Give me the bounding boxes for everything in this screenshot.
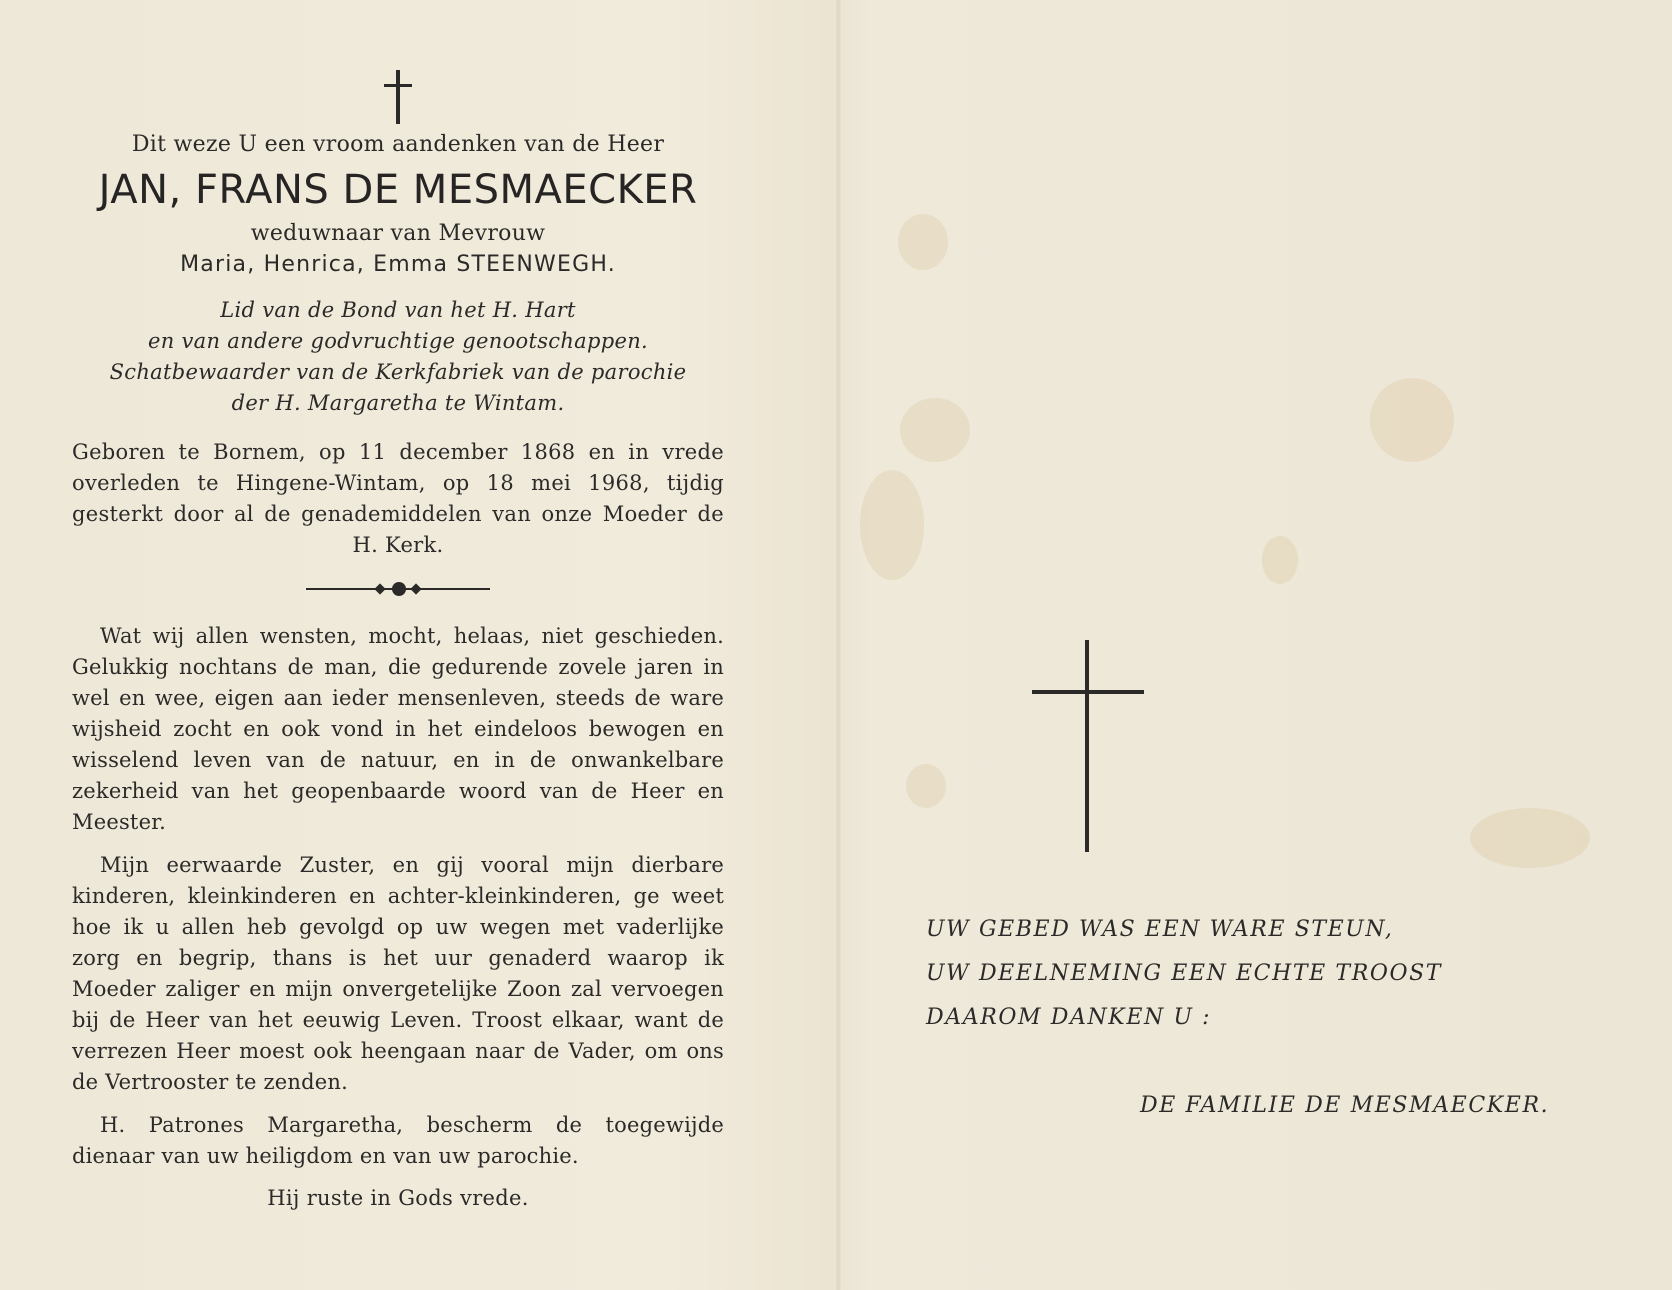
thanks-line: UW DEELNEMING EEN ECHTE TROOST bbox=[926, 961, 1443, 986]
thanks-line: DAAROM DANKEN U : bbox=[926, 1005, 1212, 1030]
paper-stain bbox=[860, 470, 924, 580]
ornament-divider bbox=[306, 579, 490, 599]
paper-stain bbox=[898, 214, 948, 270]
left-panel bbox=[72, 60, 724, 1210]
membership-line: der H. Margaretha te Wintam. bbox=[231, 391, 565, 415]
body-paragraph: Mijn eerwaarde Zuster, en gij vooral mijn dierbare kinderen, kleinkinderen en achter-kleinkinderen, ge weet hoe ik u allen heb gevolgd op uw wegen met vaderlijke zorg en begrip, thans is het uur genaderd waarop ik Moeder zaliger en mijn onvergetelijke Zoon zal vervoegen bij de Heer van het eeuwig Leven. Troost elkaar, want de verrezen Heer moest ook heengaan naar de Vader, om ons de Vertrooster te zenden. bbox=[72, 853, 724, 1094]
card-fold bbox=[836, 0, 842, 1290]
memberships bbox=[72, 295, 724, 419]
cross-icon bbox=[384, 70, 412, 124]
membership-line: en van andere godvruchtige genootschappen. bbox=[147, 329, 649, 353]
thanks-block bbox=[926, 908, 1626, 1040]
paper-stain bbox=[1370, 378, 1454, 462]
spouse-name: Maria, Henrica, Emma STEENWEGH. bbox=[180, 252, 616, 277]
paper-stain bbox=[1262, 536, 1298, 584]
paper-stain bbox=[1470, 808, 1590, 868]
intro-line: Dit weze U een vroom aandenken van de Heer bbox=[131, 132, 665, 157]
thanks-line: UW GEBED WAS EEN WARE STEUN, bbox=[926, 917, 1394, 942]
family-signoff: DE FAMILIE DE MESMAECKER. bbox=[1140, 1093, 1550, 1118]
closing-line: Hij ruste in Gods vrede. bbox=[267, 1186, 529, 1210]
deceased-name: JAN, FRANS DE MESMAECKER bbox=[98, 167, 698, 213]
widower-line: weduwnaar van Mevrouw bbox=[250, 221, 546, 246]
body-paragraph: H. Patrones Margaretha, bescherm de toegewijde dienaar van uw heiligdom en van uw parochie. bbox=[72, 1113, 724, 1168]
birth-death-text: Geboren te Bornem, op 11 december 1868 en in vrede overleden te Hingene-Wintam, op 18 mei 1968, tijdig gesterkt door al de genademiddelen van onze Moeder de H. Kerk. bbox=[72, 440, 724, 557]
body-paragraph: Wat wij allen wensten, mocht, helaas, niet geschieden. Gelukkig nochtans de man, die gedurende zovele jaren in wel en wee, eigen aan ieder mensenleven, steeds de ware wijsheid zocht en ook vond in het eindeloos bewogen en wisselend leven van de natuur, en in de onwankelbare zekerheid van het geopenbaarde woord van de Heer en Meester. bbox=[72, 624, 724, 834]
paper-stain bbox=[906, 764, 946, 808]
large-cross-icon bbox=[1032, 640, 1144, 852]
paper-stain bbox=[900, 398, 970, 462]
membership-line: Lid van de Bond van het H. Hart bbox=[220, 298, 576, 322]
membership-line: Schatbewaarder van de Kerkfabriek van de parochie bbox=[109, 360, 687, 384]
